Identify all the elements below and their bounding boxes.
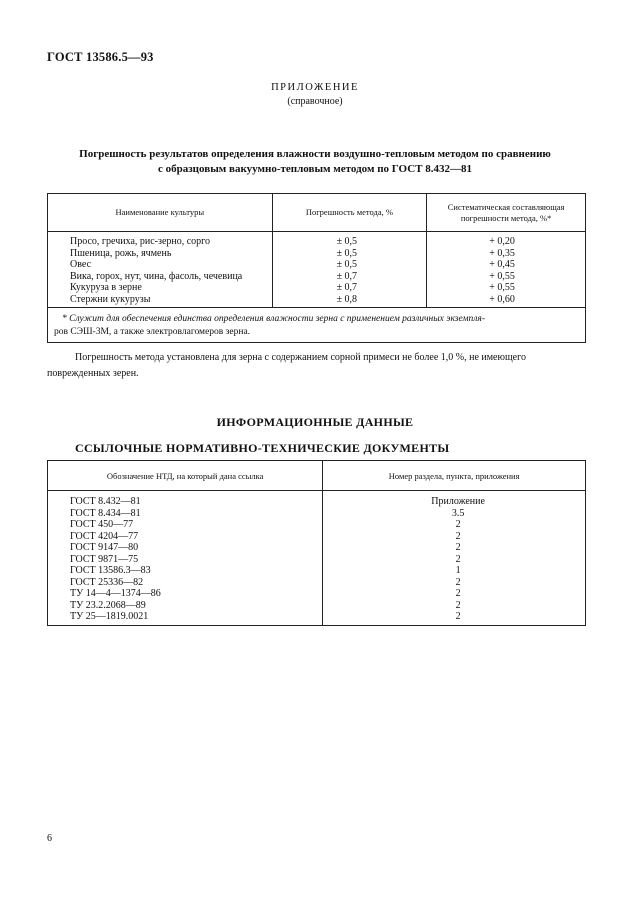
document-cell: ГОСТ 25336—82: [70, 576, 144, 588]
appendix-heading-line1: Погрешность результатов определения влажности воздушно-тепловым методом по сравнению: [79, 148, 551, 160]
appendix-subtitle: (справочное): [287, 96, 343, 107]
references-table: [47, 460, 586, 626]
error-cell: ± 0,5: [336, 236, 358, 247]
section-cell: 2: [455, 530, 461, 542]
footnote-line1: * Служит для обеспечения единства определения влажности зерна с применением различных экземпля-: [62, 314, 486, 324]
header-document: Обозначение НТД, на который дана ссылка: [48, 461, 323, 491]
document-cell: ТУ 14—4—1374—86: [70, 588, 161, 599]
document-cell: ГОСТ 450—77: [70, 519, 134, 530]
systematic-cell: + 0,55: [489, 282, 515, 293]
document-code: ГОСТ 13586.5—93: [47, 50, 154, 64]
footnote-cell: [48, 308, 586, 343]
crop-cell: Вика, горох, нут, чина, фасоль, чечевица: [70, 270, 243, 282]
info-data-title: ИНФОРМАЦИОННЫЕ ДАННЫЕ: [216, 415, 414, 429]
crop-cell: Овес: [70, 259, 92, 270]
section-cell: 2: [455, 553, 461, 565]
document-cell: ГОСТ 13586.3—83: [70, 565, 151, 576]
header-systematic: [427, 194, 586, 232]
document-cell: ТУ 23.2.2068—89: [70, 599, 146, 611]
document-cell: ГОСТ 9147—80: [70, 542, 139, 553]
error-table: [47, 193, 586, 343]
method-error-column: [272, 232, 427, 308]
error-table-header: [48, 194, 586, 232]
systematic-cell: + 0,20: [489, 236, 515, 247]
header-section: Номер раздела, пункта, приложения: [323, 461, 586, 491]
systematic-cell: + 0,35: [489, 247, 515, 259]
error-cell: ± 0,5: [336, 259, 358, 270]
appendix-title: ПРИЛОЖЕНИЕ: [271, 82, 359, 93]
document-cell: ГОСТ 9871—75: [70, 553, 139, 565]
error-cell: ± 0,7: [336, 282, 358, 293]
header-method-error: Погрешность метода, %: [272, 194, 427, 232]
error-cell: ± 0,7: [336, 270, 358, 282]
section-cell: 2: [455, 542, 461, 553]
document-cell: ГОСТ 8.434—81: [70, 507, 141, 519]
references-table-body: [48, 491, 586, 626]
systematic-cell: + 0,60: [489, 293, 515, 305]
page-number: 6: [47, 833, 52, 844]
references-table-header: [48, 461, 586, 491]
error-table-footnote: [48, 308, 586, 343]
method-note: Погрешность метода установлена для зерна с содержанием сорной примеси не более 1,0 %, не имеющего поврежденных зерен.: [47, 352, 526, 379]
document-cell: ГОСТ 8.432—81: [70, 496, 141, 507]
systematic-cell: + 0,45: [489, 259, 515, 270]
section-cell: 3.5: [451, 507, 465, 519]
systematic-cell: + 0,55: [489, 270, 515, 282]
crop-cell: Просо, гречиха, рис-зерно, сорго: [70, 236, 211, 247]
section-cell: 2: [455, 576, 461, 588]
document-cell: ТУ 25—1819.0021: [70, 611, 149, 622]
footnote-line2: ров СЭШ-3М, а также электровлагомеров зерна.: [54, 327, 251, 337]
appendix-heading: [40, 147, 590, 177]
error-cell: ± 0,8: [336, 293, 358, 305]
references-title: ССЫЛОЧНЫЕ НОРМАТИВНО-ТЕХНИЧЕСКИЕ ДОКУМЕНТЫ: [75, 441, 450, 455]
crop-cell: Пшеница, рожь, ячмень: [70, 247, 172, 259]
appendix-heading-line2: с образцовым вакуумно-тепловым методом по ГОСТ 8.432—81: [158, 163, 472, 175]
header-systematic-line1: Систематическая составляющая: [447, 201, 565, 212]
header-systematic-line2: погрешности метода, %*: [460, 212, 552, 223]
section-cell: Приложение: [431, 496, 485, 507]
section-cell: 2: [455, 588, 461, 599]
section-cell: 2: [455, 611, 461, 622]
crop-cell: Кукуруза в зерне: [70, 282, 142, 293]
header-crop: Наименование культуры: [48, 194, 273, 232]
crop-cell: Стержни кукурузы: [70, 293, 151, 305]
systematic-column: [427, 232, 586, 308]
error-table-body: [48, 232, 586, 308]
section-cell: 2: [455, 599, 461, 611]
document-column: [48, 491, 323, 626]
crop-column: [48, 232, 273, 308]
section-cell: 1: [455, 565, 461, 576]
error-cell: ± 0,5: [336, 247, 358, 259]
section-column: [323, 491, 586, 626]
section-cell: 2: [455, 519, 461, 530]
document-cell: ГОСТ 4204—77: [70, 530, 139, 542]
